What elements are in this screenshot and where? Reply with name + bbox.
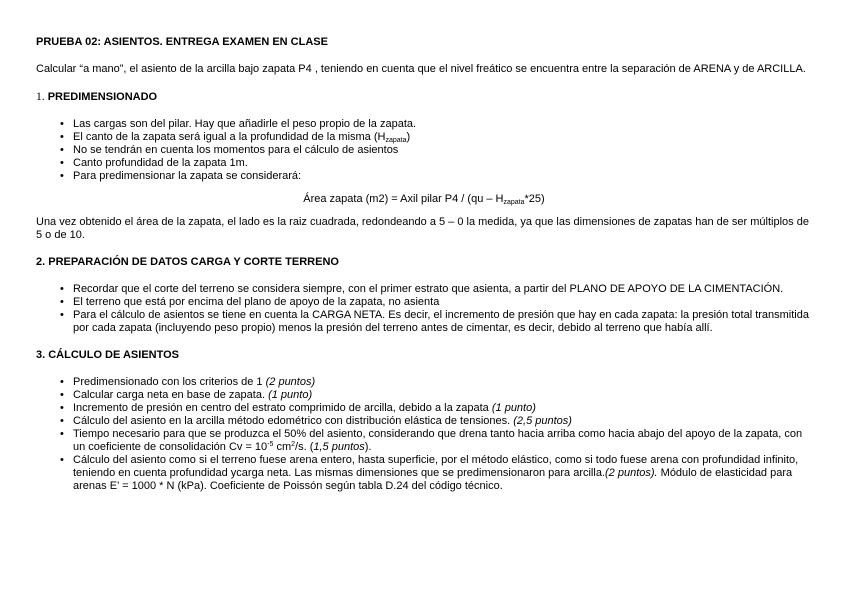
section-1-paragraph: Una vez obtenido el área de la zapata, el lado es la raiz cuadrada, redondeando a 5 – 0 la medida, ya que las dimensiones de zapatas han de ser múltiplos de 5 o de 10. [36,216,809,241]
list-item [60,309,812,335]
list-item [60,415,812,428]
formula-text: *25) [524,193,545,205]
list-item [60,389,812,402]
list-item [60,118,812,131]
list-item-text: /s. ( [295,441,314,453]
subscript: zapata [385,137,407,144]
list-item [60,296,812,309]
list-item [60,170,812,183]
formula [36,193,812,206]
list-item [60,131,812,144]
list-item-text: Recordar que el corte del terreno se considera siempre, con el primer estrato que asienta, a partir del PLANO DE APOYO DE LA CIMENTACIÓN. [73,283,784,295]
bullet-icon: • [60,144,64,156]
section-3-list [36,376,812,493]
points-text: (2 puntos) [265,376,316,388]
list-item-text: Predimensionado con los criterios de 1 [73,376,266,388]
bullet-icon: • [60,170,64,182]
list-item-text: Canto profundidad de la zapata 1m. [73,157,248,169]
section-2-heading: 2. PREPARACIÓN DE DATOS CARGA Y CORTE TERRENO [36,256,339,268]
list-item [60,157,812,170]
bullet-icon: • [60,428,64,440]
list-item-text: El canto de la zapata será igual a la profundidad de la misma (H [73,131,386,143]
list-item [60,428,812,454]
points-text: (2,5 puntos) [513,415,572,427]
list-item-text: ) [406,131,411,143]
section-3-heading: 3. CÁLCULO DE ASIENTOS [36,349,180,361]
section-2-list [36,283,812,335]
subscript: zapata [503,199,525,206]
bullet-icon: • [60,389,64,401]
list-item-text: Las cargas son del pilar. Hay que añadirle el peso propio de la zapata. [73,118,417,130]
list-item-text: Cálculo del asiento en la arcilla método edométrico con distribución elástica de tensiones. [73,415,514,427]
list-item-text: Tiempo necesario para que se produzca el 50% del asiento, considerando que drena tanto hacia arriba como hacia abajo del apoyo de la zapata, con un coeficiente de consolidación Cv = 10 [73,428,803,453]
section-predimensionado [36,91,812,242]
list-item-text: El terreno que está por encima del plano de apoyo de la zapata, no asienta [73,296,440,308]
bullet-icon: • [60,376,64,388]
bullet-icon: • [60,402,64,414]
superscript: 2 [291,441,296,448]
list-item-text: ). [364,441,372,453]
section-calculo-asientos [36,349,812,493]
list-item [60,376,812,389]
section-preparacion-datos [36,256,812,335]
section-1-number: 1. [36,91,45,103]
document-title: PRUEBA 02: ASIENTOS. ENTREGA EXAMEN EN CLASE [36,36,328,48]
bullet-icon: • [60,118,64,130]
bullet-icon: • [60,454,64,466]
section-1-title: PREDIMENSIONADO [47,91,158,103]
section-1-heading [36,91,812,104]
bullet-icon: • [60,283,64,295]
bullet-icon: • [60,157,64,169]
formula-text: Área zapata (m2) = Axil pilar P4 / (qu – H [303,193,504,205]
list-item [60,402,812,415]
points-text: (1 punto) [268,389,313,401]
list-item-text: cm [273,441,292,453]
list-item-text: Para el cálculo de asientos se tiene en cuenta la CARGA NETA. Es decir, el incremento de presión que hay en cada zapata: la presión total transmitida por cada zapata (incluyendo peso propio) menos la presión del terreno antes de cimentar, es decir, debido al terreno que había allí. [73,309,809,334]
list-item-text: Módulo de elasticidad para arenas E’ = 1000 * N (kPa). Coeficiente de Poissón según tabla D.24 del código técnico. [73,467,793,492]
list-item-text: Para predimensionar la zapata se considerará: [73,170,302,182]
points-text: 1,5 puntos [313,441,365,453]
list-item-text: Calcular carga neta en base de zapata. [73,389,269,401]
section-1-list [36,118,812,183]
points-text: (1 punto) [491,402,536,414]
list-item [60,144,812,157]
list-item-text: Cálculo del asiento como si el terreno fuese arena entero, hasta superficie, por el método elástico, como si todo fuese arena con profundidad infinito, teniendo en cuenta profundidad ycarga neta. Las mismas dimensiones que se predimensionaron para arcilla. [73,454,799,479]
list-item [60,454,812,493]
bullet-icon: • [60,296,64,308]
list-item-text: No se tendrán en cuenta los momentos para el cálculo de asientos [73,144,399,156]
bullet-icon: • [60,309,64,321]
bullet-icon: • [60,415,64,427]
points-text: (2 puntos). [605,467,658,479]
list-item [60,283,812,296]
superscript: -5 [267,441,274,448]
bullet-icon: • [60,131,64,143]
list-item-text: Incremento de presión en centro del estrato comprimido de arcilla, debido a la zapata [73,402,492,414]
intro-paragraph: Calcular “a mano”, el asiento de la arcilla bajo zapata P4 , teniendo en cuenta que el nivel freático se encuentra entre la separación de ARENA y de ARCILLA. [36,63,806,75]
